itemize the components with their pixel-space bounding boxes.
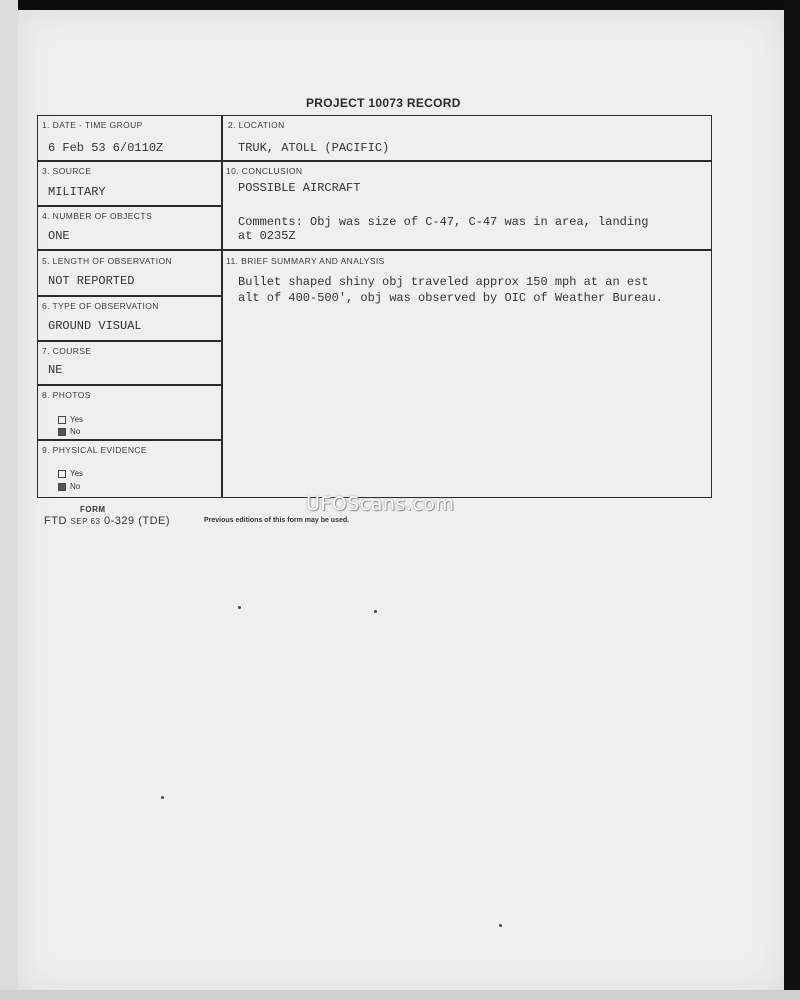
photos-no-option: No xyxy=(58,427,80,436)
checkbox-empty-icon xyxy=(58,416,66,424)
checkbox-empty-icon xyxy=(58,470,66,478)
document-title: PROJECT 10073 RECORD xyxy=(306,96,461,110)
location-label: 2. LOCATION xyxy=(228,120,285,130)
scan-speck xyxy=(161,796,164,799)
number-of-objects-label: 4. NUMBER OF OBJECTS xyxy=(42,211,153,221)
source-label: 3. SOURCE xyxy=(42,166,92,176)
physical-evidence-label: 9. PHYSICAL EVIDENCE xyxy=(42,445,147,455)
scan-left-edge xyxy=(0,0,18,1000)
footer-form-id xyxy=(44,515,170,527)
conclusion-value: POSSIBLE AIRCRAFT xyxy=(238,181,361,195)
watermark: UFOScans.com xyxy=(306,493,455,515)
scan-speck xyxy=(374,610,377,613)
photos-label: 8. PHOTOS xyxy=(42,390,91,400)
date-time-group-label: 1. DATE - TIME GROUP xyxy=(42,120,143,130)
summary-line1: Bullet shaped shiny obj traveled approx 150 mph at an est xyxy=(238,275,649,289)
date-time-group-value: 6 Feb 53 6/0110Z xyxy=(48,141,164,155)
physical-evidence-yes-option: Yes xyxy=(58,469,83,478)
conclusion-comments-line2: at 0235Z xyxy=(238,229,296,243)
footer-form-date: SEP 63 xyxy=(70,517,101,526)
summary-label: 11. BRIEF SUMMARY AND ANALYSIS xyxy=(226,256,385,266)
type-of-observation-value: GROUND VISUAL xyxy=(48,319,142,333)
row-divider xyxy=(37,439,222,441)
number-of-objects-value: ONE xyxy=(48,229,70,243)
checkbox-checked-icon xyxy=(58,428,66,436)
footer-form-prefix: FTD xyxy=(44,515,67,527)
row-divider xyxy=(37,384,222,386)
length-of-observation-value: NOT REPORTED xyxy=(48,274,135,288)
scan-right-edge xyxy=(784,0,800,1000)
conclusion-label: 10. CONCLUSION xyxy=(226,166,303,176)
scan-speck xyxy=(499,924,502,927)
checkbox-checked-icon xyxy=(58,483,66,491)
source-value: MILITARY xyxy=(48,185,106,199)
course-value: NE xyxy=(48,363,63,377)
row-divider xyxy=(37,340,222,342)
row-divider xyxy=(37,249,712,251)
length-of-observation-label: 5. LENGTH OF OBSERVATION xyxy=(42,256,173,266)
conclusion-comments-line1: Comments: Obj was size of C-47, C-47 was in area, landing xyxy=(238,215,649,229)
row-divider xyxy=(37,160,712,162)
footer-form-word: FORM xyxy=(80,505,106,514)
type-of-observation-label: 6. TYPE OF OBSERVATION xyxy=(42,301,159,311)
scan-bottom-edge xyxy=(0,990,800,1000)
physical-evidence-no-option: No xyxy=(58,482,80,491)
row-divider xyxy=(37,295,222,297)
footer-form-number: 0-329 (TDE) xyxy=(104,515,171,527)
photos-yes-option: Yes xyxy=(58,415,83,424)
footer-note: Previous editions of this form may be used. xyxy=(204,517,350,524)
summary-line2: alt of 400-500', obj was observed by OIC of Weather Bureau. xyxy=(238,291,663,305)
course-label: 7. COURSE xyxy=(42,346,92,356)
row-divider xyxy=(37,205,222,207)
form-column-divider xyxy=(221,115,223,498)
scan-speck xyxy=(238,606,241,609)
location-value: TRUK, ATOLL (PACIFIC) xyxy=(238,141,390,155)
